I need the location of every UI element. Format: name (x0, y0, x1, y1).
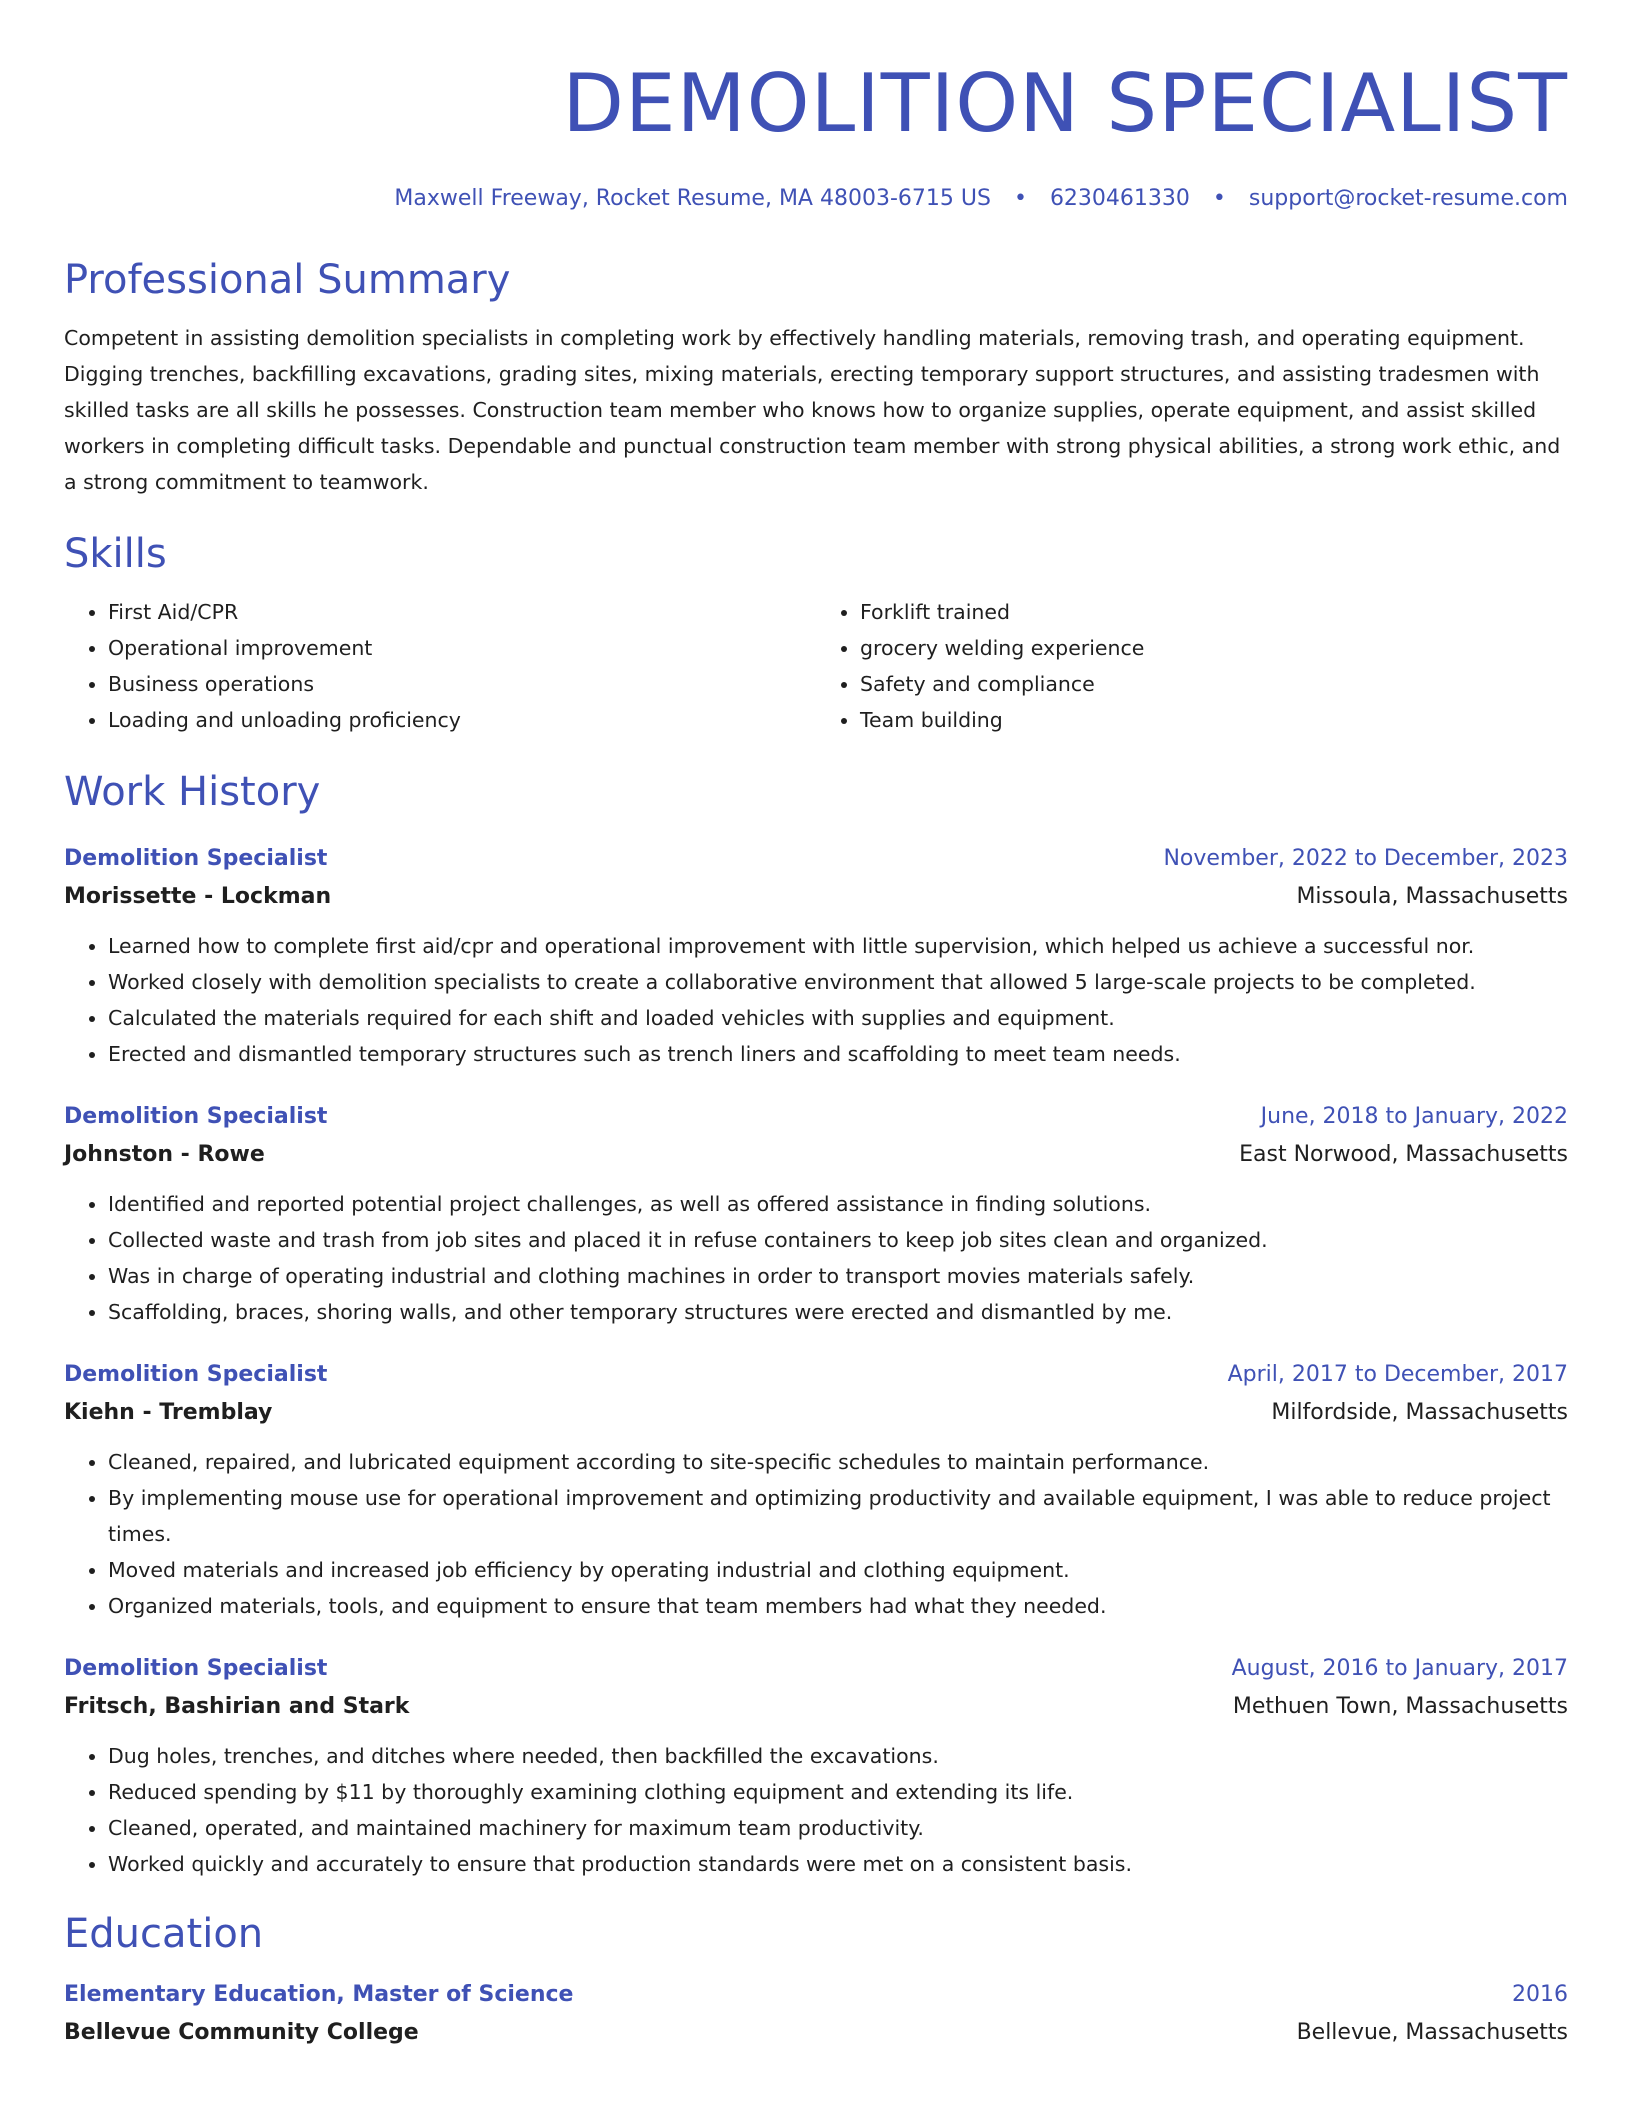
job-bullet: • Erected and dismantled temporary structures such as trench liners and scaffolding to meet team needs. (108, 1036, 1568, 1072)
skills-column-left (64, 594, 816, 738)
job-location: Missoula, Massachusetts (1296, 884, 1568, 909)
skill-item: • First Aid/CPR (108, 594, 816, 630)
skills-column-right (816, 594, 1568, 738)
candidate-name: DEMOLITION SPECIALIST (562, 57, 1568, 150)
education-location: Bellevue, Massachusetts (1296, 2020, 1568, 2045)
resume-header (64, 52, 1568, 214)
education-heading: Education (64, 1911, 264, 1957)
job-employer: Fritsch, Bashirian and Stark (64, 1694, 410, 1719)
job-dates: June, 2018 to January, 2022 (1260, 1104, 1568, 1129)
job-bullet: • Worked quickly and accurately to ensure that production standards were met on a consistent basis. (108, 1846, 1568, 1882)
skill-item: • Safety and compliance (860, 666, 1568, 702)
education-school: Bellevue Community College (64, 2020, 419, 2045)
job-title: Demolition Specialist (64, 1104, 328, 1129)
skill-item: • Forklift trained (860, 594, 1568, 630)
skill-item: • Team building (860, 702, 1568, 738)
job-bullets (64, 1444, 1568, 1624)
job-bullet: • By implementing mouse use for operational improvement and optimizing productivity and available equipment, I was able to reduce project times. (108, 1480, 1568, 1552)
job-bullet: • Cleaned, operated, and maintained machinery for maximum team productivity. (108, 1810, 1568, 1846)
work-history-heading: Work History (64, 769, 321, 815)
job-entry (64, 1356, 1568, 1624)
skills-heading: Skills (64, 531, 167, 577)
contact-email: support@rocket-resume.com (1248, 186, 1568, 211)
job-header-row (64, 1650, 1568, 1688)
job-location: East Norwood, Massachusetts (1239, 1142, 1568, 1167)
job-employer-row (64, 1136, 1568, 1174)
job-header-row (64, 1356, 1568, 1394)
skill-item: • grocery welding experience (860, 630, 1568, 666)
job-location: Milfordside, Massachusetts (1271, 1400, 1568, 1425)
job-bullet: • Calculated the materials required for each shift and loaded vehicles with supplies and equipment. (108, 1000, 1568, 1036)
job-employer: Morissette - Lockman (64, 884, 332, 909)
job-employer-row (64, 1394, 1568, 1432)
job-bullet: • Organized materials, tools, and equipment to ensure that team members had what they needed. (108, 1588, 1568, 1624)
education-degree: Elementary Education, Master of Science (64, 1982, 574, 2007)
job-dates: April, 2017 to December, 2017 (1227, 1362, 1568, 1387)
job-bullets (64, 928, 1568, 1072)
skill-item: • Loading and unloading proficiency (108, 702, 816, 738)
job-bullet: • Reduced spending by $11 by thoroughly examining clothing equipment and extending its life. (108, 1774, 1568, 1810)
job-entry (64, 840, 1568, 1072)
skill-item: • Operational improvement (108, 630, 816, 666)
job-bullet: • Was in charge of operating industrial and clothing machines in order to transport movies materials safely. (108, 1258, 1568, 1294)
contact-line (64, 184, 1568, 214)
job-employer: Johnston - Rowe (64, 1142, 265, 1167)
job-bullets (64, 1738, 1568, 1882)
job-bullet: • Worked closely with demolition specialists to create a collaborative environment that allowed 5 large-scale projects to be completed. (108, 964, 1568, 1000)
job-employer-row (64, 1688, 1568, 1726)
job-entry (64, 1650, 1568, 1882)
job-title: Demolition Specialist (64, 1656, 328, 1681)
education-header-row (64, 1976, 1568, 2014)
job-bullet: • Collected waste and trash from job sites and placed it in refuse containers to keep job sites clean and organized. (108, 1222, 1568, 1258)
job-title: Demolition Specialist (64, 846, 328, 871)
education-entry (64, 1976, 1568, 2052)
job-employer: Kiehn - Tremblay (64, 1400, 273, 1425)
education-year: 2016 (1512, 1982, 1568, 2007)
job-bullet: • Dug holes, trenches, and ditches where needed, then backfilled the excavations. (108, 1738, 1568, 1774)
job-dates: November, 2022 to December, 2023 (1163, 846, 1568, 871)
contact-separator: • (1013, 186, 1027, 211)
job-bullet: • Moved materials and increased job efficiency by operating industrial and clothing equipment. (108, 1552, 1568, 1588)
job-dates: August, 2016 to January, 2017 (1231, 1656, 1568, 1681)
job-bullet: • Identified and reported potential project challenges, as well as offered assistance in finding solutions. (108, 1186, 1568, 1222)
job-bullets (64, 1186, 1568, 1330)
education-school-row (64, 2014, 1568, 2052)
job-bullet: • Cleaned, repaired, and lubricated equipment according to site-specific schedules to maintain performance. (108, 1444, 1568, 1480)
summary-text: Competent in assisting demolition specialists in completing work by effectively handling materials, removing trash, and operating equipment. Digging trenches, backfilling excavations, grading sites, mixing materials, erecting temporary support structures, and assisting tradesmen with skilled tasks are all skills he possesses. Construction team member who knows how to organize supplies, operate equipment, and assist skilled workers in completing difficult tasks. Dependable and punctual construction team member with strong physical abilities, a strong work ethic, and a strong commitment to teamwork. (64, 326, 1561, 494)
job-bullet: • Scaffolding, braces, shoring walls, and other temporary structures were erected and dismantled by me. (108, 1294, 1568, 1330)
job-header-row (64, 840, 1568, 878)
job-entry (64, 1098, 1568, 1330)
contact-address: Maxwell Freeway, Rocket Resume, MA 48003-6715 US (394, 186, 991, 211)
summary-heading: Professional Summary (64, 257, 511, 303)
job-title: Demolition Specialist (64, 1362, 328, 1387)
skill-item: • Business operations (108, 666, 816, 702)
job-location: Methuen Town, Massachusetts (1232, 1694, 1568, 1719)
skills-list (64, 594, 1568, 738)
job-bullet: • Learned how to complete first aid/cpr and operational improvement with little supervision, which helped us achieve a successful nor. (108, 928, 1568, 964)
job-header-row (64, 1098, 1568, 1136)
contact-separator: • (1212, 186, 1226, 211)
contact-phone: 6230461330 (1049, 186, 1190, 211)
job-employer-row (64, 878, 1568, 916)
